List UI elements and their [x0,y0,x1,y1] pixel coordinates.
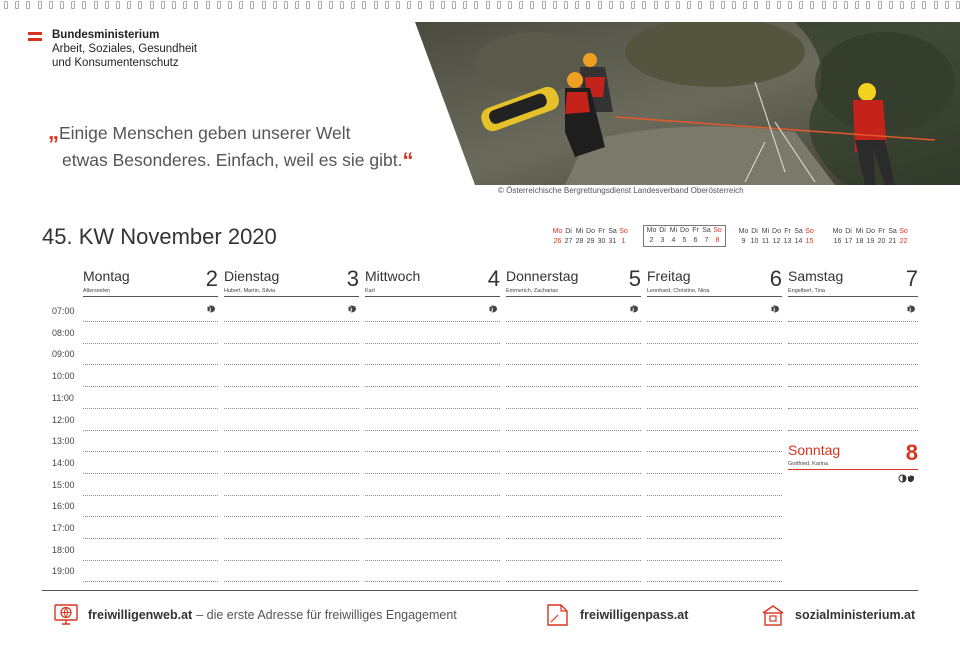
mini-calendar-weekday: Do [772,228,781,235]
mini-calendar-weekday: Di [845,228,852,235]
time-slot-line[interactable] [506,364,641,365]
binding-ring [878,1,882,9]
moon-phase-icon [207,300,216,308]
time-label: 17:00 [52,523,75,533]
mini-calendar-date: 7 [704,237,709,244]
binding-ring [822,1,826,9]
time-slot-line[interactable] [224,430,359,431]
binding-ring [206,1,210,9]
binding-ring [407,1,411,9]
time-slot-line[interactable] [83,408,218,409]
time-slot-line[interactable] [365,451,500,452]
time-slot-line[interactable] [83,364,218,365]
binding-ring [956,1,960,9]
time-label: 12:00 [52,414,75,425]
mini-calendar-date: 29 [586,238,595,245]
mini-calendar-date: 3 [660,237,665,244]
quote-line-1: Einige Menschen geben unserer Welt [59,123,351,143]
name-day-saints: Hubert, Martin, Silvia [224,288,276,294]
week-title: 45. KW November 2020 [42,224,277,249]
spiral-binding [0,0,960,10]
binding-ring [777,1,781,9]
footer-freiwilligenpass [546,604,688,626]
time-slot-line[interactable] [224,581,359,582]
ministry-name: Bundesministerium [52,29,160,41]
day-number: 4 [487,266,500,291]
mini-calendar-weekday: Fr [878,228,885,235]
binding-ring [889,1,893,9]
moon-phase-icon [348,300,357,308]
time-label: 08:00 [52,327,75,338]
binding-ring [486,1,490,9]
binding-ring [194,1,198,9]
time-slot-line[interactable] [647,451,782,452]
mini-calendar-date: 19 [866,238,875,245]
time-slot-line[interactable] [365,386,500,387]
day-name: Mittwoch [365,268,421,284]
time-slot-line[interactable] [506,516,641,517]
mini-calendar-date: 30 [597,238,606,245]
time-slot-line[interactable] [83,495,218,496]
time-slot-line[interactable] [83,430,218,431]
time-slot-line[interactable] [647,538,782,539]
footer-freiwilligenweb [54,604,457,626]
time-slot-line[interactable] [365,321,500,322]
austria-flag-icon [28,32,42,41]
ministry-name-line3: und Konsumentenschutz [52,57,179,69]
moon-phase-icon [630,300,639,308]
time-slot-line[interactable] [365,538,500,539]
mini-calendar-weekday: Sa [794,228,803,235]
mini-calendar-weekday: Mo [552,228,563,235]
day-number: 7 [905,266,918,291]
binding-ring [217,1,221,9]
time-slot-line[interactable] [788,321,918,322]
binding-ring [788,1,792,9]
binding-ring [172,1,176,9]
mini-calendar-weekday: So [899,228,908,235]
name-day-saints: Leonhard, Christine, Nina [647,288,710,294]
mini-calendar-date: 21 [888,238,897,245]
time-slot-line[interactable] [365,408,500,409]
mini-calendar-weekday: Di [565,228,572,235]
time-slot-line[interactable] [224,538,359,539]
time-slot-line[interactable] [83,581,218,582]
binding-ring [38,1,42,9]
day-name: Sonntag [788,442,841,458]
day-number: 8 [905,440,918,465]
binding-ring [250,1,254,9]
time-slot-line[interactable] [83,516,218,517]
time-slot-line[interactable] [365,364,500,365]
binding-ring [542,1,546,9]
ministry-logo [28,28,197,70]
binding-ring [71,1,75,9]
time-slot-line[interactable] [365,560,500,561]
mini-calendar-weekday: Mo [832,228,843,235]
binding-ring [418,1,422,9]
time-slot-line[interactable] [647,495,782,496]
quote [48,118,413,174]
day-number: 3 [346,266,359,291]
time-label: 09:00 [52,349,75,360]
binding-ring [340,1,344,9]
binding-ring [553,1,557,9]
binding-ring [609,1,613,9]
binding-ring [732,1,736,9]
binding-ring [374,1,378,9]
binding-ring [698,1,702,9]
binding-ring [598,1,602,9]
binding-ring [430,1,434,9]
mini-calendar-weekday: Di [751,228,758,235]
day-name: Samstag [788,268,844,284]
time-label: 13:00 [52,436,75,447]
day-name: Montag [83,268,130,284]
binding-ring [127,1,131,9]
time-slot-line[interactable] [224,451,359,452]
mini-calendar-date: 11 [761,238,770,245]
time-slot-line[interactable] [788,364,918,365]
quote-close-mark: “ [402,148,414,173]
mini-calendar-date: 16 [833,238,842,245]
mini-calendar-weekday: Mi [575,228,584,235]
binding-ring [150,1,154,9]
time-slot-line[interactable] [365,473,500,474]
header-photo [415,22,960,185]
binding-ring [810,1,814,9]
time-slot-line[interactable] [506,321,641,322]
mini-calendar-date: 13 [783,238,792,245]
mini-calendar-weekday: Sa [702,227,711,234]
binding-ring [945,1,949,9]
binding-ring [855,1,859,9]
binding-ring [530,1,534,9]
binding-ring [161,1,165,9]
footer-tagline: – die erste Adresse für freiwilliges Engagement [196,608,457,622]
binding-ring [687,1,691,9]
mini-calendar-weekday: Sa [888,228,897,235]
time-label: 11:00 [52,392,74,403]
binding-ring [586,1,590,9]
mini-calendar-weekday: Fr [784,228,791,235]
day-number: 5 [628,266,641,291]
time-slot-line[interactable] [647,560,782,561]
footer-link-sozialministerium[interactable]: sozialministerium.at [795,608,916,622]
computer-globe-icon [54,604,78,626]
binding-ring [642,1,646,9]
binding-ring [844,1,848,9]
mini-calendar-weekday: Fr [598,228,605,235]
time-slot-line[interactable] [83,560,218,561]
mini-calendar-weekday: So [619,228,628,235]
time-slot-line[interactable] [647,516,782,517]
binding-ring [329,1,333,9]
time-label: 10:00 [52,371,75,382]
mini-calendar-weekday: Mo [646,227,657,234]
binding-ring [654,1,658,9]
time-slot-line[interactable] [506,386,641,387]
binding-ring [665,1,669,9]
time-slot-line[interactable] [506,560,641,561]
time-slot-line[interactable] [506,451,641,452]
day-name: Freitag [647,268,691,284]
binding-ring [911,1,915,9]
mini-calendar-date: 6 [693,237,698,244]
binding-ring [519,1,523,9]
binding-ring [262,1,266,9]
mini-calendar-date: 9 [741,238,746,245]
day-name: Dienstag [224,268,280,284]
time-slot-line[interactable] [224,386,359,387]
time-slot-line[interactable] [647,581,782,582]
binding-ring [396,1,400,9]
moon-phase-icon [907,300,916,308]
mini-calendar-date: 4 [671,237,676,244]
time-slot-line[interactable] [506,538,641,539]
mini-calendar-date: 18 [855,238,864,245]
moon-phase-icon [771,300,780,308]
day-number: 2 [205,266,218,291]
binding-ring [239,1,243,9]
time-slot-line[interactable] [506,408,641,409]
time-slot-line[interactable] [224,473,359,474]
binding-ring [710,1,714,9]
binding-ring [766,1,770,9]
time-label: 16:00 [52,501,75,512]
binding-ring [26,1,30,9]
binding-ring [318,1,322,9]
time-label: 15:00 [52,479,75,490]
mini-calendar-weekday: So [713,227,722,234]
time-slot-line[interactable] [647,321,782,322]
time-slot-line[interactable] [647,343,782,344]
time-slot-line[interactable] [647,473,782,474]
mini-calendar-date: 27 [564,238,573,245]
time-slot-line[interactable] [506,581,641,582]
mini-calendar-date: 31 [608,238,617,245]
time-label: 18:00 [52,544,75,555]
mini-calendar-date: 17 [844,238,853,245]
time-slot-line[interactable] [365,581,500,582]
binding-ring [94,1,98,9]
footer-link-freiwilligenweb[interactable]: freiwilligenweb.at [88,608,193,622]
time-slot-line[interactable] [365,495,500,496]
ministry-name-line2: Arbeit, Soziales, Gesundheit [52,43,198,55]
binding-ring [922,1,926,9]
binding-ring [900,1,904,9]
time-slot-line[interactable] [224,364,359,365]
mini-calendar-weekday: Do [680,227,689,234]
time-slot-line[interactable] [647,364,782,365]
mini-calendar-weekday: Sa [608,228,617,235]
mini-calendar-weekday: Do [866,228,875,235]
binding-ring [362,1,366,9]
mini-calendar-date: 2 [649,237,654,244]
day-name: Donnerstag [506,268,579,284]
mini-calendar-prev [552,227,629,247]
binding-ring [284,1,288,9]
binding-ring [508,1,512,9]
time-slot-line[interactable] [224,516,359,517]
time-slot-line[interactable] [506,495,641,496]
name-day-saints: Emmerich, Zacharias [506,288,558,294]
binding-ring [575,1,579,9]
time-slot-line[interactable] [788,343,918,344]
time-slot-line[interactable] [83,386,218,387]
mini-calendar-date: 5 [682,237,687,244]
time-slot-line[interactable] [224,495,359,496]
mini-calendar-date: 1 [621,238,626,245]
time-slot-line[interactable] [83,451,218,452]
mini-calendar-weekday: Mi [855,228,864,235]
binding-ring [306,1,310,9]
binding-ring [273,1,277,9]
time-slot-line[interactable] [224,321,359,322]
binding-ring [721,1,725,9]
time-slot-line[interactable] [788,386,918,387]
binding-ring [743,1,747,9]
footer-link-freiwilligenpass[interactable]: freiwilligenpass.at [580,608,689,622]
time-slot-line[interactable] [83,473,218,474]
mini-calendar-date: 26 [553,238,562,245]
mini-calendar-current [643,225,726,247]
mini-calendar-weekday: Mo [738,228,749,235]
time-slot-line[interactable] [365,516,500,517]
binding-ring [833,1,837,9]
moon-phase-icon [489,300,498,308]
mini-calendar-date: 12 [772,238,781,245]
binding-ring [676,1,680,9]
time-label: 07:00 [52,306,75,316]
mini-calendar-date: 8 [715,237,720,244]
time-slot-line[interactable] [788,408,918,409]
binding-ring [474,1,478,9]
time-slot-line[interactable] [506,473,641,474]
binding-ring [4,1,8,9]
binding-ring [15,1,19,9]
mini-calendar-date: 10 [750,238,759,245]
time-label: 19:00 [52,566,75,577]
quote-open-mark: „ [48,119,59,144]
time-slot-line[interactable] [647,430,782,431]
binding-ring [497,1,501,9]
binding-ring [866,1,870,9]
mini-calendar-weekday: Fr [692,227,699,234]
binding-ring [228,1,232,9]
time-slot-line[interactable] [788,430,918,431]
photo-credit: © Österreichische Bergrettungsdienst Landesverband Oberösterreich [498,186,744,195]
time-slot-line[interactable] [224,343,359,344]
binding-ring [183,1,187,9]
binding-ring [452,1,456,9]
mini-calendar-date: 22 [899,238,908,245]
binding-ring [351,1,355,9]
binding-ring [631,1,635,9]
mini-calendar-weekday: Mi [761,228,770,235]
binding-ring [564,1,568,9]
mini-calendar-next2 [832,227,909,247]
binding-ring [754,1,758,9]
mini-calendar-next [738,227,815,247]
time-slot-line[interactable] [647,408,782,409]
binding-ring [82,1,86,9]
binding-ring [441,1,445,9]
mini-calendar-date: 28 [575,238,584,245]
binding-ring [138,1,142,9]
binding-ring [620,1,624,9]
mini-calendar-date: 20 [877,238,886,245]
binding-ring [49,1,53,9]
mini-calendar-weekday: Do [586,228,595,235]
mini-calendar-weekday: Di [659,227,666,234]
name-day-saints: Karl [365,288,375,294]
binding-ring [799,1,803,9]
name-day-saints: Allerseelen [83,288,111,294]
time-slot-line[interactable] [647,386,782,387]
time-slot-line[interactable] [365,430,500,431]
binding-ring [116,1,120,9]
mini-calendar-date: 14 [794,238,803,245]
binding-ring [105,1,109,9]
mini-calendar-weekday: Mi [669,227,678,234]
mini-calendar-date: 15 [805,238,814,245]
time-label: 14:00 [52,457,75,468]
binding-ring [385,1,389,9]
time-slot-line[interactable] [83,343,218,344]
time-slot-line[interactable] [83,321,218,322]
time-slot-line[interactable] [506,343,641,344]
quote-line-2: etwas Besonderes. Einfach, weil es sie gibt. [62,150,403,170]
binding-ring [934,1,938,9]
binding-ring [463,1,467,9]
mini-calendar-weekday: So [805,228,814,235]
time-slot-line[interactable] [365,343,500,344]
binding-ring [60,1,64,9]
name-day-saints: Engelbert, Tina [788,288,825,294]
building-icon [761,604,785,626]
name-day-saints: Gottfried, Karina [788,461,829,467]
day-number: 6 [769,266,782,291]
binding-ring [295,1,299,9]
moon-phase-icon [898,474,916,483]
time-slot-line[interactable] [506,430,641,431]
time-slot-line[interactable] [83,538,218,539]
footer-sozialministerium [761,604,915,626]
time-slot-line[interactable] [224,408,359,409]
document-icon [546,604,570,626]
time-slot-line[interactable] [224,560,359,561]
